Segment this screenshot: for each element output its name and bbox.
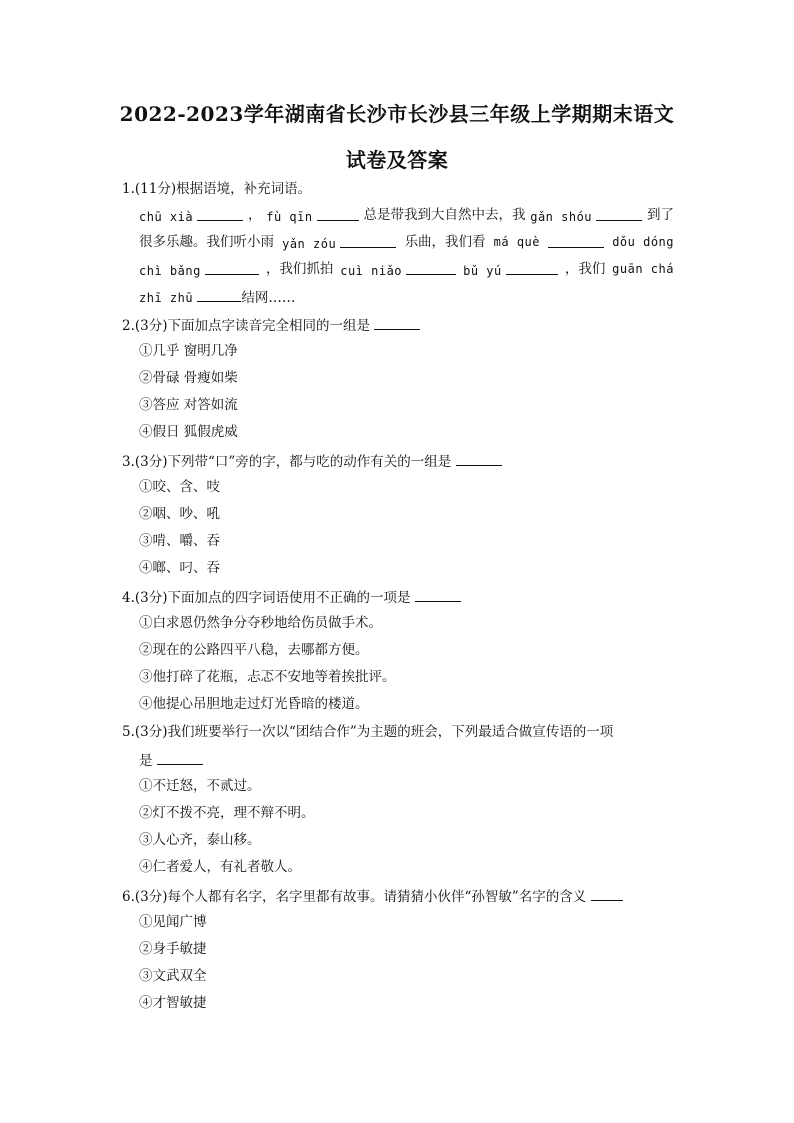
q4-option-1: ①白求恩仍然争分夺秒地给伤员做手术。 — [139, 615, 382, 631]
q1-line1 — [139, 206, 674, 226]
document-title-line1: 2022-2023学年湖南省长沙市长沙县三年级上学期期末语文 — [119, 102, 675, 126]
answer-blank[interactable] — [591, 886, 623, 901]
q5-stem: 5.(3分)我们班要举行一次以“团结合作”为主题的班会，下列最适合做宣传语的一项 — [122, 724, 614, 740]
text: 结网…… — [241, 290, 296, 306]
q2-option-1: ①几乎 窗明几净 — [139, 343, 238, 359]
pinyin: guān chá — [612, 262, 674, 276]
q5-stem2-text: 是 — [139, 753, 153, 769]
q5-stem-continuation — [139, 750, 203, 770]
q2-stem-text: 2.(3分)下面加点字读音完全相同的一组是 — [122, 318, 371, 334]
q1-line2 — [139, 233, 674, 253]
pinyin: gǎn shóu — [530, 210, 593, 224]
text: 很多乐趣。我们听小雨 — [139, 234, 274, 250]
answer-blank[interactable] — [205, 260, 259, 275]
pinyin: bǔ yú — [463, 264, 502, 278]
answer-blank[interactable] — [548, 233, 604, 248]
pinyin: cuì niǎo — [340, 264, 403, 278]
answer-blank[interactable] — [506, 260, 558, 275]
text: ，我们抓拍 — [265, 261, 334, 277]
pinyin: yǎn zóu — [282, 237, 337, 251]
q1-line3 — [139, 260, 674, 280]
q2-option-2: ②骨碌 骨瘦如柴 — [139, 370, 238, 386]
answer-blank[interactable] — [197, 287, 241, 302]
q2-option-3: ③答应 对答如流 — [139, 397, 238, 413]
answer-blank[interactable] — [374, 315, 420, 330]
q4-option-3: ③他打碎了花瓶，忐忑不安地等着挨批评。 — [139, 669, 396, 685]
text: 乐曲，我们看 — [404, 234, 486, 250]
answer-blank[interactable] — [317, 206, 359, 221]
q4-option-4: ④他提心吊胆地走过灯光昏暗的楼道。 — [139, 696, 369, 712]
q5-option-3: ③人心齐，泰山移。 — [139, 832, 261, 848]
text: ，我们 — [564, 261, 606, 277]
q3-stem — [122, 451, 502, 471]
q2-stem — [122, 315, 420, 335]
answer-blank[interactable] — [456, 451, 502, 466]
pinyin: dǒu dóng — [612, 235, 674, 249]
pinyin: zhī zhū — [139, 291, 194, 305]
answer-blank[interactable] — [340, 233, 396, 248]
q3-option-4: ④啷、叼、吞 — [139, 560, 220, 576]
q4-stem — [122, 587, 461, 607]
q4-stem-text: 4.(3分)下面加点的四字词语使用不正确的一项是 — [122, 590, 411, 606]
q5-option-4: ④仁者爱人，有礼者敬人。 — [139, 859, 301, 875]
q2-option-4: ④假日 狐假虎威 — [139, 424, 238, 440]
text: 到了 — [646, 207, 674, 223]
answer-blank[interactable] — [596, 206, 642, 221]
document-title-line2: 试卷及答案 — [345, 148, 449, 172]
q3-stem-text: 3.(3分)下列带“口”旁的字，都与吃的动作有关的一组是 — [122, 454, 452, 470]
q6-stem — [122, 886, 623, 906]
q6-option-2: ②身手敏捷 — [139, 941, 207, 957]
q6-option-1: ①见闻广博 — [139, 914, 207, 930]
pinyin: chì bǎng — [139, 264, 201, 278]
q1-line4 — [139, 287, 295, 307]
q5-option-1: ①不迁怒，不贰过。 — [139, 778, 261, 794]
answer-blank[interactable] — [406, 260, 456, 275]
text: 总是带我到大自然中去，我 — [363, 207, 526, 223]
pinyin: má què — [493, 235, 541, 249]
pinyin: fù qīn — [266, 210, 313, 224]
q3-option-3: ③啃、嚼、吞 — [139, 533, 220, 549]
answer-blank[interactable] — [197, 206, 243, 221]
q6-option-4: ④才智敏捷 — [139, 995, 207, 1011]
q4-option-2: ②现在的公路四平八稳，去哪都方便。 — [139, 642, 369, 658]
q5-option-2: ②灯不拨不亮，理不辩不明。 — [139, 805, 315, 821]
q3-option-1: ①咬、含、吱 — [139, 479, 220, 495]
q6-stem-text: 6.(3分)每个人都有名字，名字里都有故事。请猜猜小伙伴“孙智敏”名字的含义 — [122, 889, 587, 905]
text: ， — [248, 207, 262, 223]
answer-blank[interactable] — [157, 750, 203, 765]
q6-option-3: ③文武双全 — [139, 968, 207, 984]
q3-option-2: ②咽、吵、吼 — [139, 506, 220, 522]
q1-stem: 1.(11分)根据语境，补充词语。 — [122, 181, 312, 197]
pinyin: chū xià — [139, 210, 194, 224]
answer-blank[interactable] — [415, 587, 461, 602]
